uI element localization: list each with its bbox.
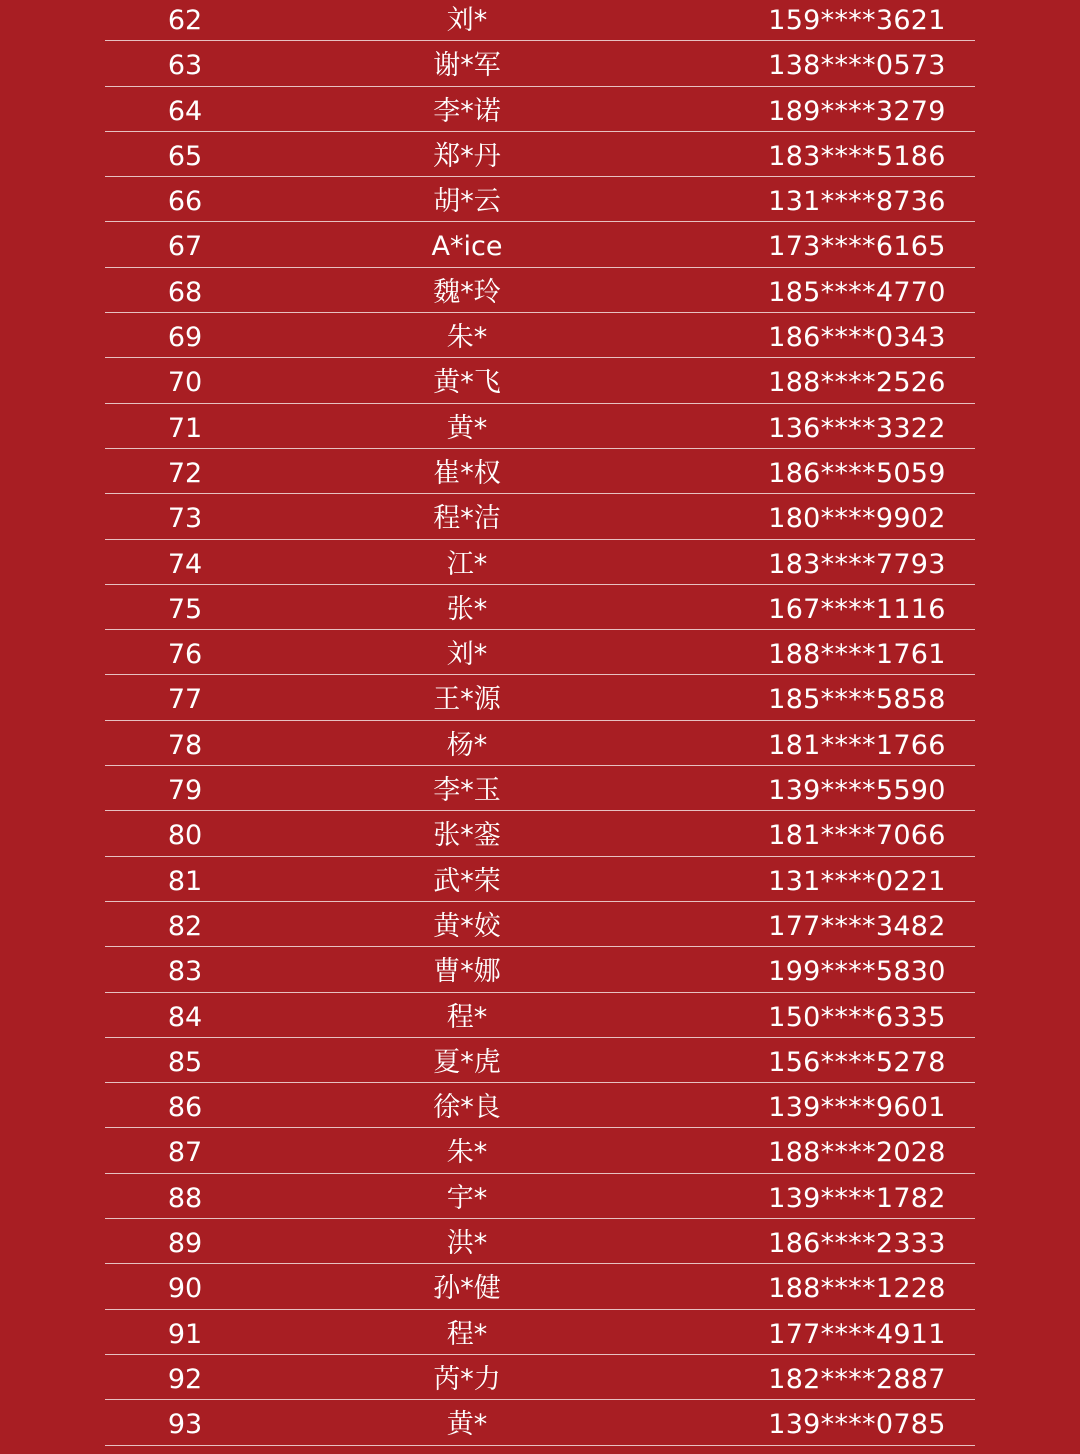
phone-cell (768, 540, 946, 584)
masked-phone-number: 180****9902 (768, 503, 946, 535)
rank-number: 85 (167, 1046, 203, 1078)
name-cell (433, 1038, 501, 1082)
name-cell (431, 222, 503, 266)
winner-name: 李*诺 (433, 95, 501, 127)
rank-number: 78 (167, 729, 203, 761)
name-cell (446, 1310, 488, 1354)
winner-name: 芮*力 (433, 1363, 501, 1395)
table-row (105, 87, 975, 132)
rank-number: 77 (167, 684, 203, 716)
winner-name: 郑*丹 (433, 140, 501, 172)
name-cell (446, 585, 488, 629)
masked-phone-number: 139****9601 (768, 1092, 946, 1124)
winner-name: 黄* (446, 1409, 488, 1441)
rank-cell (167, 87, 203, 131)
rank-number: 74 (167, 548, 203, 580)
name-cell (433, 766, 501, 810)
rank-number: 68 (167, 276, 203, 308)
masked-phone-number: 183****5186 (768, 140, 946, 172)
masked-phone-number: 136****3322 (768, 412, 946, 444)
table-row (105, 902, 975, 947)
name-cell (433, 41, 501, 85)
table-row (105, 358, 975, 403)
name-cell (446, 1128, 488, 1172)
table-row (105, 177, 975, 222)
winner-name: 谢*军 (433, 50, 501, 82)
table-row (105, 449, 975, 494)
masked-phone-number: 185****4770 (768, 276, 946, 308)
phone-cell (768, 1038, 946, 1082)
masked-phone-number: 177****3482 (768, 910, 946, 942)
rank-number: 90 (167, 1273, 203, 1305)
name-cell (433, 947, 501, 991)
phone-cell (768, 1174, 946, 1218)
name-cell (433, 177, 501, 221)
masked-phone-number: 185****5858 (768, 684, 946, 716)
masked-phone-number: 189****3279 (768, 95, 946, 127)
name-cell (433, 268, 501, 312)
rank-cell (167, 177, 203, 221)
masked-phone-number: 150****6335 (768, 1001, 946, 1033)
table-row (105, 268, 975, 313)
phone-cell (768, 1219, 946, 1263)
name-cell (446, 540, 488, 584)
rank-cell (167, 1038, 203, 1082)
table-row (105, 1174, 975, 1219)
rank-cell (167, 1264, 203, 1308)
table-row (105, 494, 975, 539)
name-cell (433, 675, 501, 719)
table-row (105, 222, 975, 267)
phone-cell (768, 404, 946, 448)
phone-cell (768, 87, 946, 131)
winner-name: 魏*玲 (433, 276, 501, 308)
masked-phone-number: 188****2028 (768, 1137, 946, 1169)
name-cell (433, 857, 501, 901)
name-cell (433, 1264, 501, 1308)
table-row (105, 630, 975, 675)
winner-name: 刘* (446, 639, 488, 671)
rank-cell (167, 721, 203, 765)
name-cell (433, 811, 501, 855)
rank-number: 66 (167, 186, 203, 218)
rank-cell (167, 41, 203, 85)
masked-phone-number: 188****2526 (768, 367, 946, 399)
table-row (105, 1038, 975, 1083)
masked-phone-number: 167****1116 (768, 593, 946, 625)
table-row (105, 313, 975, 358)
rank-cell (167, 1174, 203, 1218)
rank-cell (167, 857, 203, 901)
rank-number: 72 (167, 457, 203, 489)
phone-cell (768, 1128, 946, 1172)
rank-cell (167, 449, 203, 493)
winner-list-table (105, 0, 975, 1446)
table-row (105, 132, 975, 177)
winner-name: 张*銮 (433, 820, 501, 852)
table-row (105, 0, 975, 41)
table-row (105, 947, 975, 992)
rank-number: 75 (167, 593, 203, 625)
table-row (105, 675, 975, 720)
rank-cell (167, 1355, 203, 1399)
masked-phone-number: 131****8736 (768, 186, 946, 218)
name-cell (446, 313, 488, 357)
rank-number: 63 (167, 50, 203, 82)
rank-cell (167, 1128, 203, 1172)
masked-phone-number: 182****2887 (768, 1363, 946, 1395)
winner-name: 黄*飞 (433, 367, 501, 399)
phone-cell (768, 1083, 946, 1127)
table-row (105, 1400, 975, 1445)
rank-cell (167, 222, 203, 266)
masked-phone-number: 138****0573 (768, 50, 946, 82)
rank-cell (167, 1310, 203, 1354)
rank-number: 91 (167, 1318, 203, 1350)
rank-number: 92 (167, 1363, 203, 1395)
phone-cell (768, 313, 946, 357)
winner-name: 李*玉 (433, 775, 501, 807)
rank-number: 93 (167, 1409, 203, 1441)
masked-phone-number: 156****5278 (768, 1046, 946, 1078)
masked-phone-number: 186****2333 (768, 1228, 946, 1260)
rank-cell (167, 358, 203, 402)
name-cell (433, 87, 501, 131)
name-cell (433, 902, 501, 946)
winner-name: 王*源 (433, 684, 501, 716)
rank-cell (167, 766, 203, 810)
winner-name: 曹*娜 (433, 956, 501, 988)
winner-name: 程* (446, 1318, 488, 1350)
phone-cell (768, 585, 946, 629)
rank-number: 83 (167, 956, 203, 988)
winner-name: 江* (446, 548, 488, 580)
name-cell (433, 132, 501, 176)
rank-number: 89 (167, 1228, 203, 1260)
winner-name: 杨* (446, 729, 488, 761)
phone-cell (768, 1355, 946, 1399)
table-row (105, 585, 975, 630)
rank-number: 80 (167, 820, 203, 852)
rank-cell (167, 0, 203, 40)
table-row (105, 721, 975, 766)
name-cell (446, 404, 488, 448)
name-cell (446, 993, 488, 1037)
rank-cell (167, 993, 203, 1037)
winner-name: 朱* (446, 322, 488, 354)
table-row (105, 1264, 975, 1309)
winner-name: 崔*权 (433, 457, 501, 489)
rank-cell (167, 404, 203, 448)
winner-name: 黄* (446, 412, 488, 444)
rank-number: 87 (167, 1137, 203, 1169)
winner-name: 程*洁 (433, 503, 501, 535)
rank-cell (167, 313, 203, 357)
rank-number: 82 (167, 910, 203, 942)
table-row (105, 41, 975, 86)
winner-name: 张* (446, 593, 488, 625)
name-cell (446, 1400, 488, 1444)
winner-name: 刘* (446, 5, 488, 36)
name-cell (446, 630, 488, 674)
phone-cell (768, 0, 946, 40)
table-row (105, 811, 975, 856)
rank-number: 88 (167, 1182, 203, 1214)
table-row (105, 404, 975, 449)
rank-number: 67 (167, 231, 203, 263)
masked-phone-number: 139****0785 (768, 1409, 946, 1441)
winner-name: 徐*良 (433, 1092, 501, 1124)
rank-cell (167, 132, 203, 176)
masked-phone-number: 131****0221 (768, 865, 946, 897)
rank-cell (167, 947, 203, 991)
winner-name: 武*荣 (433, 865, 501, 897)
rank-number: 79 (167, 775, 203, 807)
rank-number: 65 (167, 140, 203, 172)
rank-number: 73 (167, 503, 203, 535)
name-cell (433, 449, 501, 493)
winner-name: 胡*云 (433, 186, 501, 218)
table-row (105, 1310, 975, 1355)
table-row (105, 1128, 975, 1173)
winner-name: A*ice (431, 231, 503, 263)
rank-number: 84 (167, 1001, 203, 1033)
rank-cell (167, 630, 203, 674)
phone-cell (768, 1400, 946, 1444)
winner-name: 洪* (446, 1228, 488, 1260)
phone-cell (768, 358, 946, 402)
name-cell (433, 1355, 501, 1399)
masked-phone-number: 181****7066 (768, 820, 946, 852)
rank-number: 81 (167, 865, 203, 897)
rank-cell (167, 811, 203, 855)
masked-phone-number: 186****5059 (768, 457, 946, 489)
winner-name: 朱* (446, 1137, 488, 1169)
phone-cell (768, 132, 946, 176)
masked-phone-number: 173****6165 (768, 231, 946, 263)
masked-phone-number: 183****7793 (768, 548, 946, 580)
phone-cell (768, 766, 946, 810)
phone-cell (768, 268, 946, 312)
rank-cell (167, 1083, 203, 1127)
rank-number: 76 (167, 639, 203, 671)
phone-cell (768, 222, 946, 266)
rank-number: 86 (167, 1092, 203, 1124)
phone-cell (768, 41, 946, 85)
rank-cell (167, 540, 203, 584)
winner-name: 夏*虎 (433, 1046, 501, 1078)
phone-cell (768, 449, 946, 493)
name-cell (446, 721, 488, 765)
phone-cell (768, 857, 946, 901)
masked-phone-number: 177****4911 (768, 1318, 946, 1350)
table-row (105, 857, 975, 902)
masked-phone-number: 139****5590 (768, 775, 946, 807)
masked-phone-number: 181****1766 (768, 729, 946, 761)
phone-cell (768, 177, 946, 221)
table-row (105, 1083, 975, 1128)
phone-cell (768, 630, 946, 674)
table-row (105, 540, 975, 585)
rank-number: 64 (167, 95, 203, 127)
phone-cell (768, 993, 946, 1037)
phone-cell (768, 721, 946, 765)
rank-cell (167, 902, 203, 946)
name-cell (433, 494, 501, 538)
phone-cell (768, 675, 946, 719)
masked-phone-number: 199****5830 (768, 956, 946, 988)
phone-cell (768, 1264, 946, 1308)
masked-phone-number: 188****1761 (768, 639, 946, 671)
table-row (105, 1219, 975, 1264)
table-row (105, 1355, 975, 1400)
rank-number: 71 (167, 412, 203, 444)
rank-number: 62 (167, 5, 203, 36)
phone-cell (768, 1310, 946, 1354)
rank-number: 70 (167, 367, 203, 399)
name-cell (433, 358, 501, 402)
rank-number: 69 (167, 322, 203, 354)
winner-name: 宇* (446, 1182, 488, 1214)
phone-cell (768, 902, 946, 946)
winner-name: 黄*姣 (433, 910, 501, 942)
name-cell (433, 1083, 501, 1127)
table-row (105, 993, 975, 1038)
masked-phone-number: 186****0343 (768, 322, 946, 354)
phone-cell (768, 811, 946, 855)
masked-phone-number: 159****3621 (768, 5, 946, 36)
rank-cell (167, 675, 203, 719)
rank-cell (167, 494, 203, 538)
name-cell (446, 1219, 488, 1263)
rank-cell (167, 585, 203, 629)
winner-name: 孙*健 (433, 1273, 501, 1305)
masked-phone-number: 139****1782 (768, 1182, 946, 1214)
rank-cell (167, 1219, 203, 1263)
phone-cell (768, 494, 946, 538)
rank-cell (167, 268, 203, 312)
phone-cell (768, 947, 946, 991)
name-cell (446, 1174, 488, 1218)
rank-cell (167, 1400, 203, 1444)
table-row (105, 766, 975, 811)
name-cell (446, 0, 488, 40)
masked-phone-number: 188****1228 (768, 1273, 946, 1305)
winner-name: 程* (446, 1001, 488, 1033)
